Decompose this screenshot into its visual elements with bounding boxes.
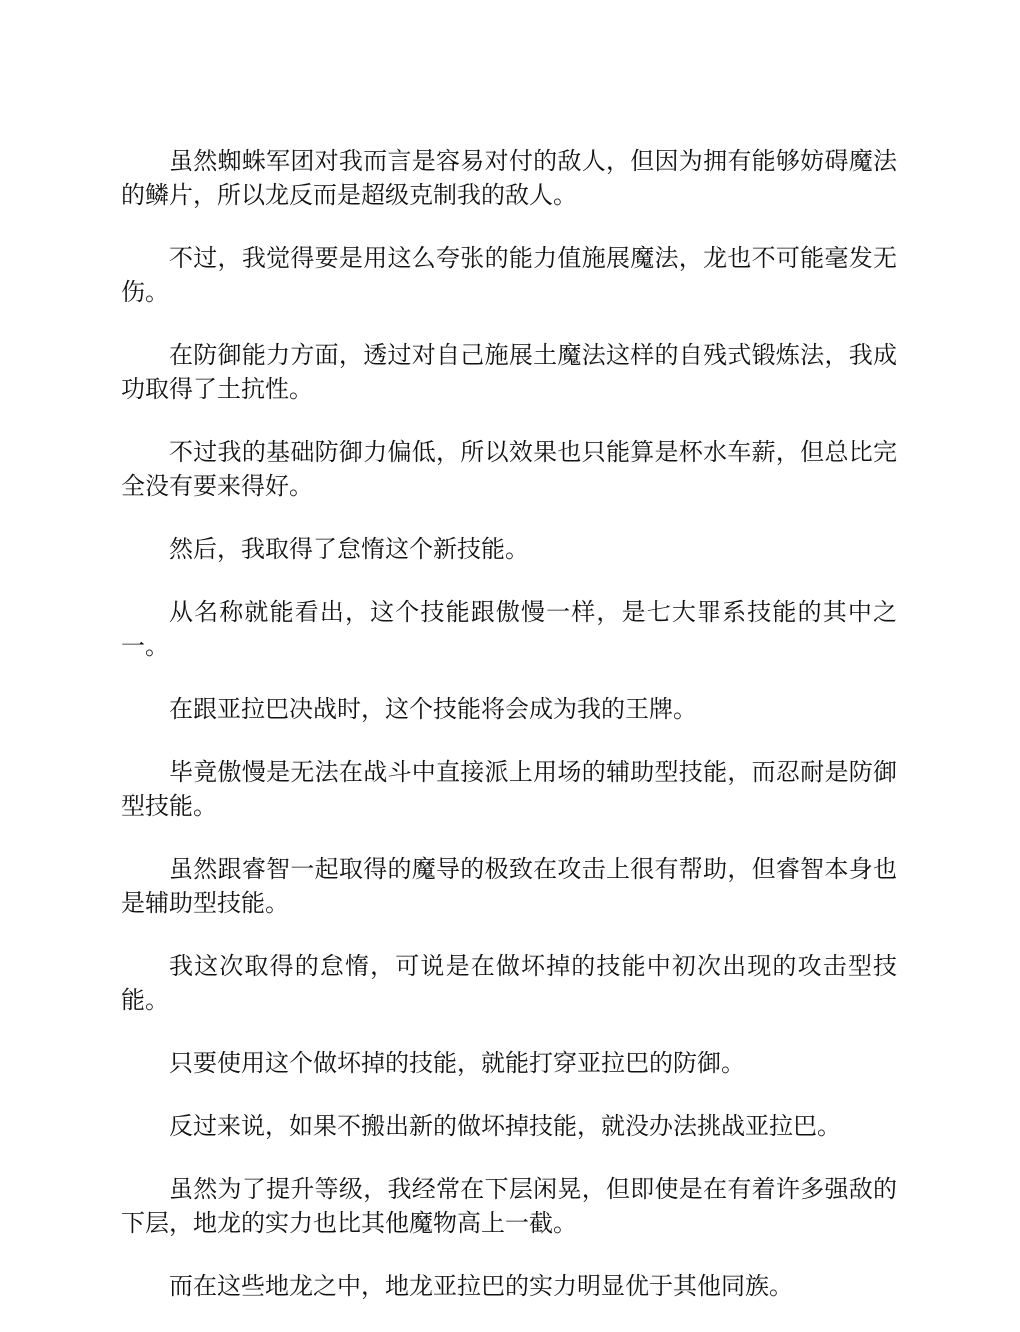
paragraph: 从名称就能看出，这个技能跟傲慢一样，是七大罪系技能的其中之一。 [121, 598, 897, 660]
document-page [121, 144, 897, 1332]
paragraph: 而在这些地龙之中，地龙亚拉巴的实力明显优于其他同族。 [169, 1272, 793, 1300]
paragraph: 我这次取得的怠惰，可说是在做坏掉的技能中初次出现的攻击型技能。 [121, 952, 897, 1014]
paragraph: 不过，我觉得要是用这么夸张的能力值施展魔法，龙也不可能毫发无伤。 [121, 244, 897, 306]
paragraph: 虽然蜘蛛军团对我而言是容易对付的敌人，但因为拥有能够妨碍魔法的鳞片，所以龙反而是超级克制我的敌人。 [121, 147, 897, 209]
paragraph: 毕竟傲慢是无法在战斗中直接派上用场的辅助型技能，而忍耐是防御型技能。 [121, 758, 897, 820]
paragraph: 在防御能力方面，透过对自己施展土魔法这样的自残式锻炼法，我成功取得了土抗性。 [121, 341, 897, 403]
paragraph: 反过来说，如果不搬出新的做坏掉技能，就没办法挑战亚拉巴。 [169, 1112, 841, 1140]
paragraph: 虽然为了提升等级，我经常在下层闲晃，但即使是在有着许多强敌的下层，地龙的实力也比其他魔物高上一截。 [121, 1175, 897, 1237]
paragraph: 然后，我取得了怠惰这个新技能。 [169, 535, 529, 563]
paragraph: 在跟亚拉巴决战时，这个技能将会成为我的王牌。 [169, 695, 697, 723]
paragraph: 虽然跟睿智一起取得的魔导的极致在攻击上很有帮助，但睿智本身也是辅助型技能。 [121, 855, 897, 917]
paragraph: 只要使用这个做坏掉的技能，就能打穿亚拉巴的防御。 [169, 1049, 745, 1077]
paragraph: 不过我的基础防御力偏低，所以效果也只能算是杯水车薪，但总比完全没有要来得好。 [121, 438, 897, 500]
